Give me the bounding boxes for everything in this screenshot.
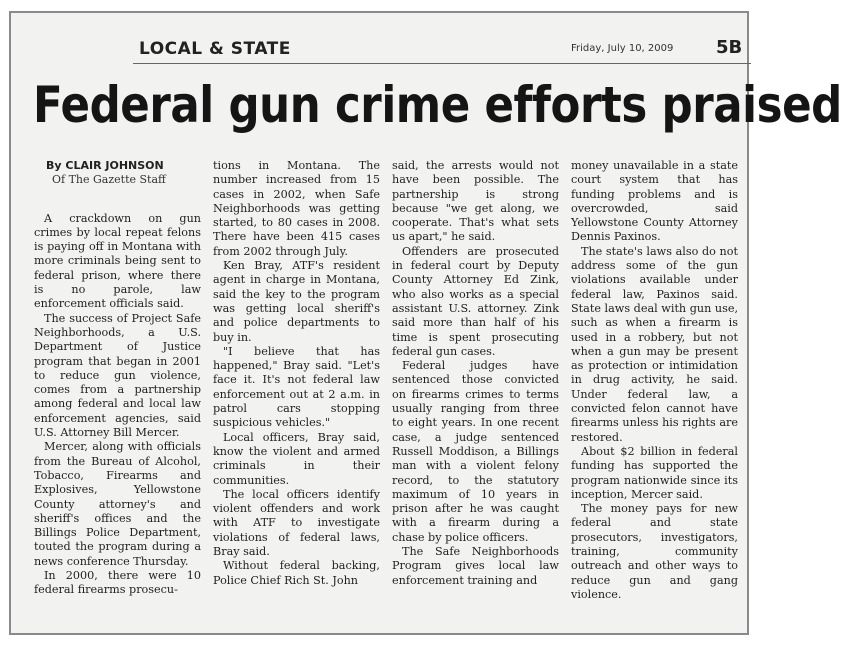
article-column-1 bbox=[34, 159, 201, 598]
page-number: 5B bbox=[716, 37, 743, 58]
staff-line: Of The Gazette Staff bbox=[52, 173, 166, 187]
article-column-3 bbox=[392, 159, 559, 588]
paragraph: Ken Bray, ATF's resident agent in charge in Montana, said the key to the program was getting local sheriff's and police departments to buy in. bbox=[213, 259, 380, 344]
newspaper-clipping bbox=[9, 11, 842, 635]
paragraph: The money pays for new federal and state prosecutors, investigators, training, community outreach and other ways to reduce gun and gang violence. bbox=[571, 502, 738, 601]
paragraph: The success of Project Safe Neighborhoods, a U.S. Department of Justice program that began in 2001 to reduce gun violence, comes from a partnership among federal and local law enforcement agencies, said U.S. Attorney Bill Mercer. bbox=[34, 311, 201, 440]
paragraph: Federal judges have sentenced those convicted on firearms crimes to terms usually ranging from three to eight years. In one recent case, a judge sentenced Russell Moddison, a Billings man with a violent felony record, to the statutory maximum of 10 years in prison after he was caught with a firearm during a chase by police officers. bbox=[392, 359, 559, 544]
paragraph: tions in Montana. The number increased from 15 cases in 2002, when Safe Neighborhoods was getting started, to 80 cases in 2008. There have been 415 cases from 2002 through July. bbox=[213, 159, 380, 258]
article-column-2 bbox=[213, 159, 380, 588]
byline: By CLAIR JOHNSON bbox=[46, 159, 164, 172]
headline: Federal gun crime efforts praised bbox=[33, 76, 842, 134]
section-label: LOCAL & STATE bbox=[139, 39, 291, 59]
paragraph: The state's laws also do not address some of the gun violations available under federal law, Paxinos said. State laws deal with gun use, such as when a firearm is used in a robbery, but not when a gun may be present as protection or intimidation in drug activity, he said. Under federal law, a convicted felon cannot have firearms unless his rights are restored. bbox=[571, 244, 738, 444]
paragraph: Without federal backing, Police Chief Rich St. John bbox=[213, 559, 380, 587]
dateline: Friday, July 10, 2009 bbox=[571, 43, 674, 54]
paragraph: The Safe Neighborhoods Program gives local law enforcement training and bbox=[392, 545, 559, 587]
paragraph: A crackdown on gun crimes by local repeat felons is paying off in Montana with more criminals being sent to federal prison, where there is no parole, law enforcement officials said. bbox=[34, 211, 201, 311]
article-column-4 bbox=[571, 159, 738, 602]
paragraph: money unavailable in a state court system that has funding problems and is overcrowded, said Yellowstone County Attorney Dennis Paxinos. bbox=[571, 159, 738, 244]
paragraph: said, the arrests would not have been possible. The partnership is strong because "we get along, we cooperate. That's what sets us apart," he said. bbox=[392, 159, 559, 244]
paragraph: Mercer, along with officials from the Bureau of Alcohol, Tobacco, Firearms and Explosives, Yellowstone County attorney's and sheriff's offices and the Billings Police Department, touted the program during a news conference Thursday. bbox=[34, 440, 201, 568]
paragraph: Offenders are prosecuted in federal court by Deputy County Attorney Ed Zink, who also works as a special assistant U.S. attorney. Zink said more than half of his time is spent prosecuting federal gun cases. bbox=[392, 244, 559, 358]
section-rule bbox=[133, 63, 751, 64]
paragraph: About $2 billion in federal funding has supported the program nationwide since its inception, Mercer said. bbox=[571, 444, 738, 501]
paragraph: "I believe that has happened," Bray said. "Let's face it. It's not federal law enforcement out at 2 a.m. in patrol cars stopping suspicious vehicles." bbox=[213, 344, 380, 430]
paragraph: The local officers identify violent offenders and work with ATF to investigate violations of federal laws, Bray said. bbox=[213, 487, 380, 559]
paragraph: Local officers, Bray said, know the violent and armed criminals in their communities. bbox=[213, 430, 380, 487]
paragraph: In 2000, there were 10 federal firearms prosecu- bbox=[34, 569, 201, 597]
